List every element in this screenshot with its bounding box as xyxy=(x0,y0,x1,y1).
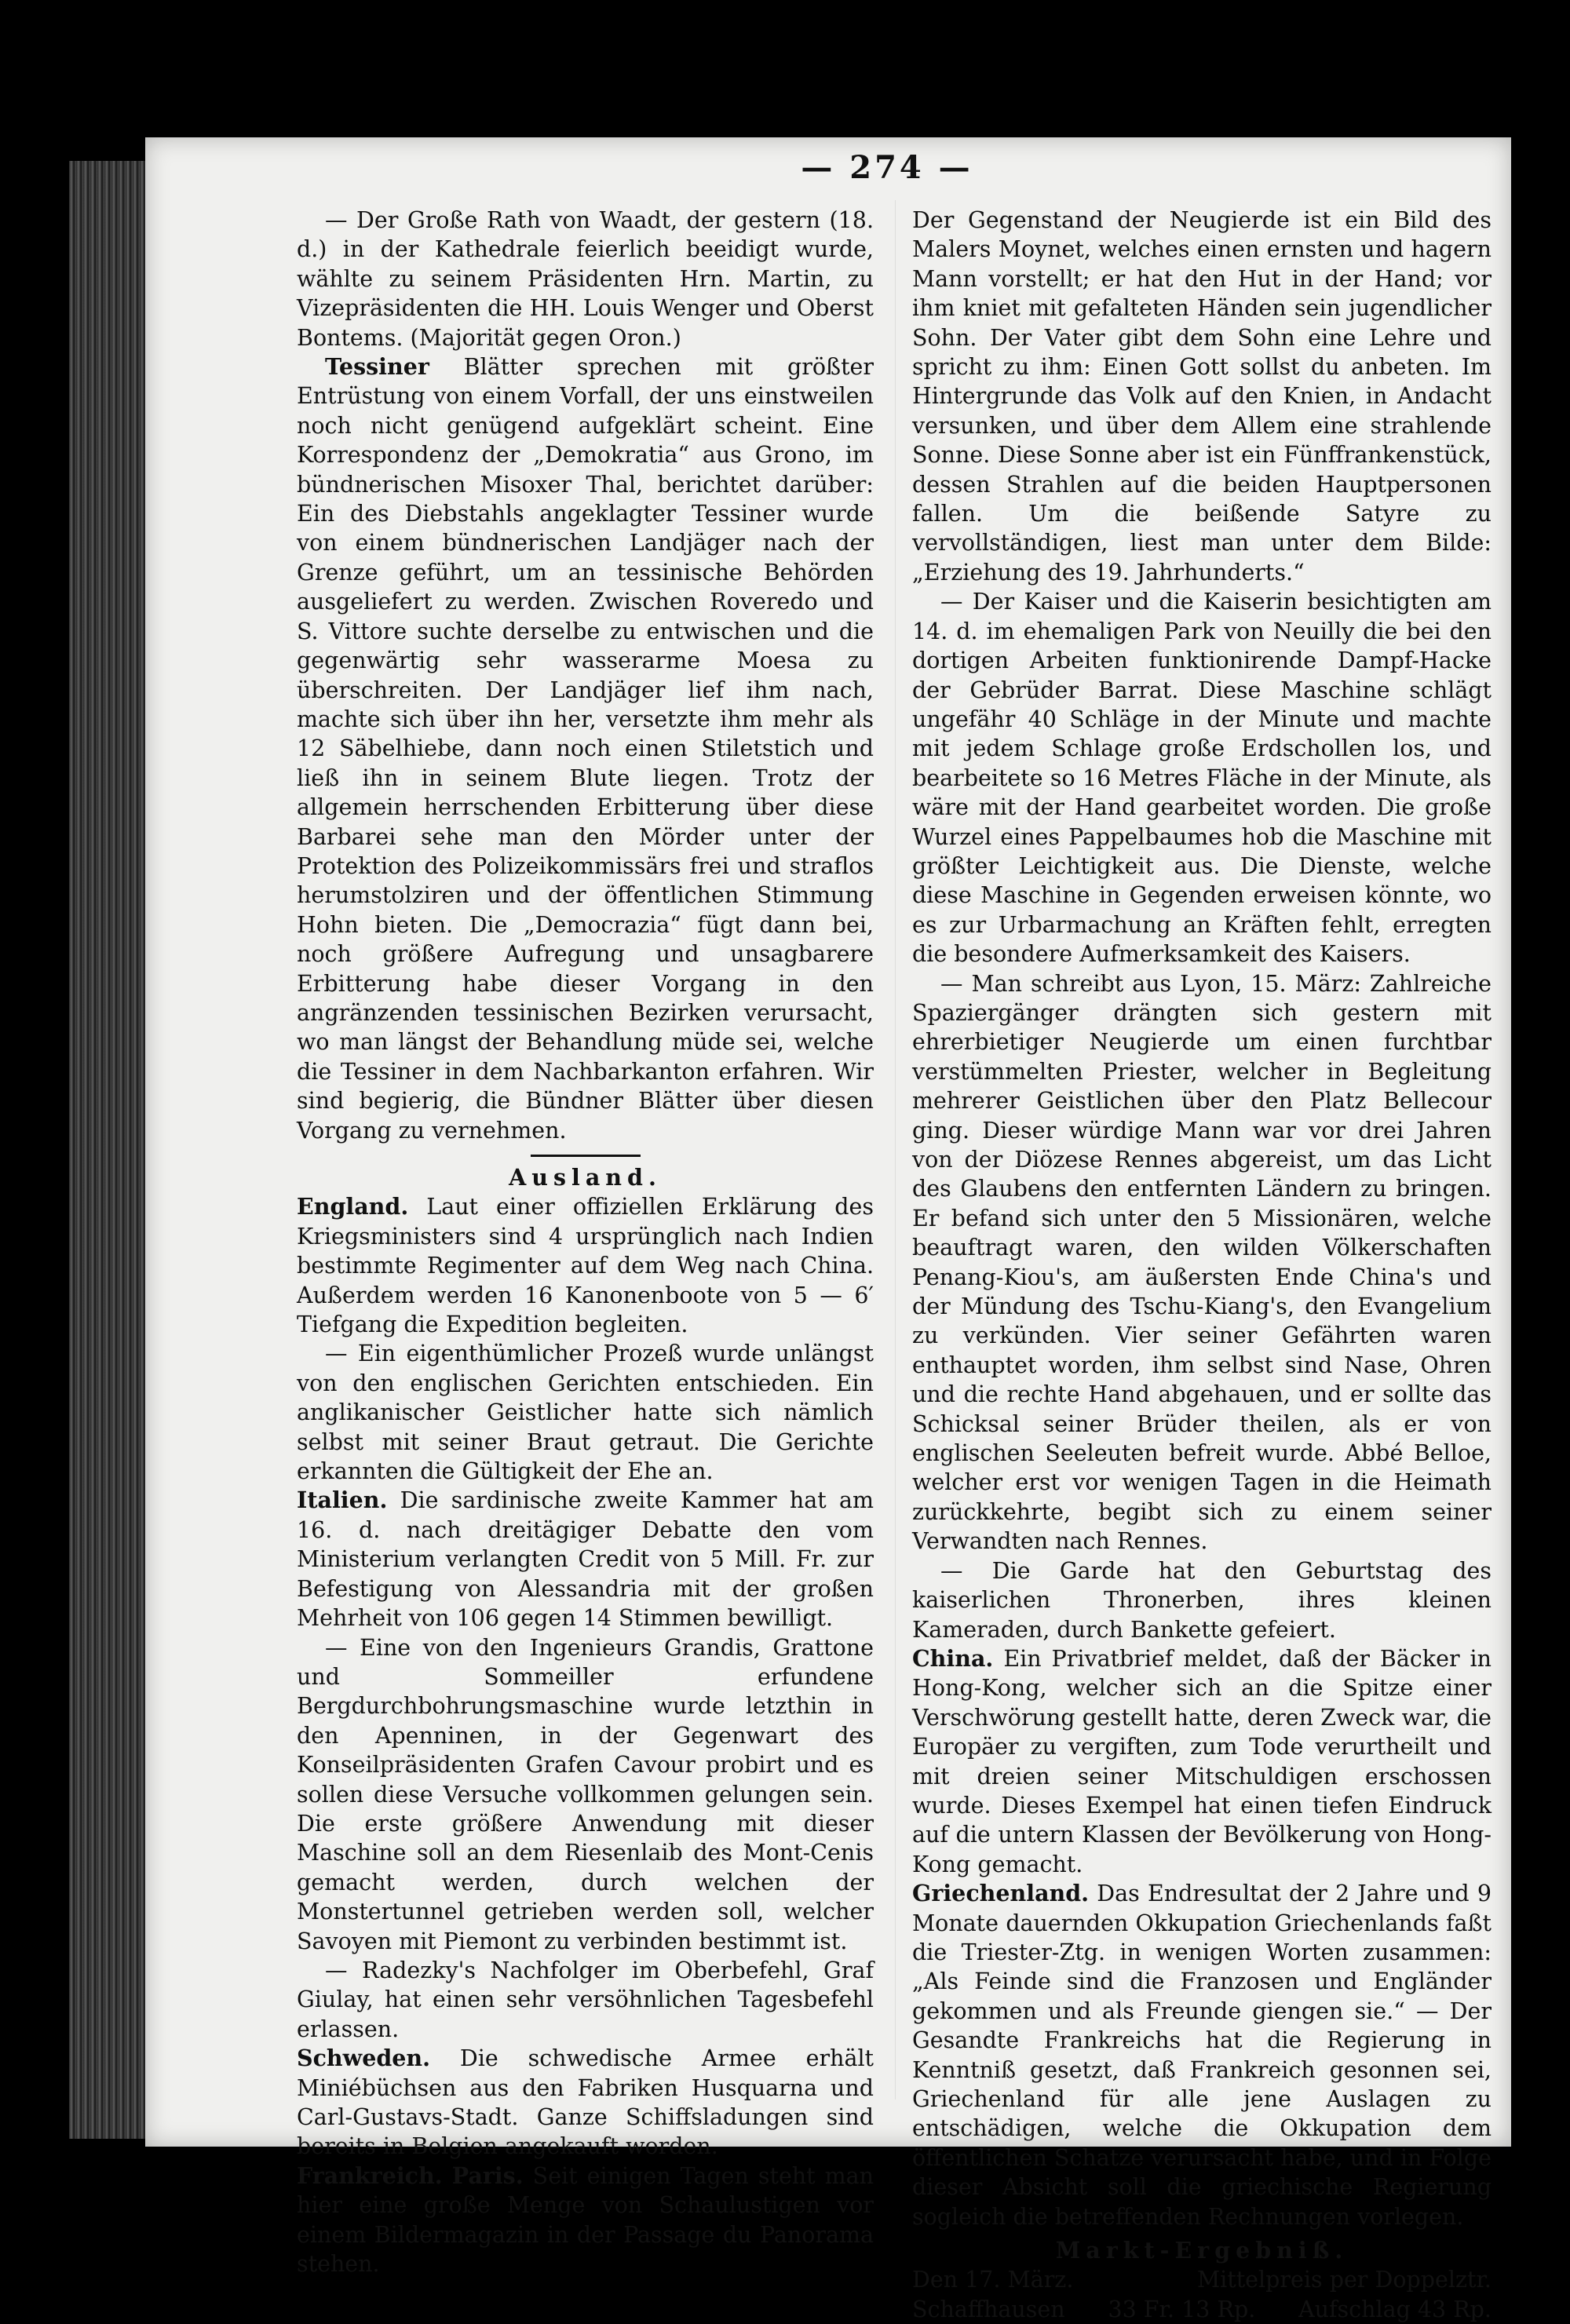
article-waadt: — Der Große Rath von Waadt, der gestern (18. d.) in der Kathedrale feierlich beeidigt wurde, wählte zu seinem Präsidenten Hrn. Martin, zu Vizepräsidenten die HH. Louis Wenger und Oberst Bontems. (Majorität gegen Oron.) xyxy=(297,207,874,351)
market-place: Schaffhausen xyxy=(912,2296,1065,2322)
heading-china: China. xyxy=(912,1644,994,1672)
book-page-edges xyxy=(69,161,148,2139)
article-lyon: — Man schreibt aus Lyon, 15. März: Zahlreiche Spaziergänger drängten sich gestern mit ehrerbietiger Neugierde um einen furchtbar verstümmelten Priester, welcher in Begleitung mehrerer Geistlichen über den Platz Bellecour ging. Dieser würdige Mann war vor drei Jahren von der Diözese Rennes abgereist, um das Licht des Glaubens den entfernten Ländern zu bringen. Er befand sich unter den 5 Missionären, welche beauftragt waren, den wilden Völkerschaften Penang-Kiou's, am äußersten Ende China's und der Mündung des Tschu-Kiang's, den Evangelium zu verkünden. Vier seiner Gefährten waren enthauptet worden, ihm selbst sind Nase, Ohren und die rechte Hand abgehauen, und er sollte das Schicksal seiner Brüder theilen, als er von englischen Seeleuten befreit wurde. Abbé Belloe, welcher erst vor wenigen Tagen in die Heimath zurückkehrte, begibt sich zu einem seiner Verwandten nach Rennes. xyxy=(912,970,1492,1555)
heading-italien: Italien. xyxy=(297,1487,388,1514)
article-griechenland-text: Das Endresultat der 2 Jahre und 9 Monate dauernden Okkupation Griechenlands faßt die Triester-Ztg. in wenigen Worten zusammen: „Als Feinde sind die Franzosen und Engländer gekommen und als Freunde giengen sie.“ — Der Gesandte Frankreichs hat die Regierung in Kenntniß gesetzt, daß Frankreich gesonnen sei, Griechenland für alle jene Auslagen zu entschädigen, welche die Okkupation dem öffentlichen Schatze verursacht habe, und in Folge dieser Absicht soll die griechische Regierung sogleich die betreffenden Rechnungen vorlegen. xyxy=(912,1881,1492,2230)
article-garde: — Die Garde hat den Geburtstag des kaiserlichen Thronerben, ihres kleinen Kameraden, durch Bankette gefeiert. xyxy=(912,1557,1492,1643)
article-tessin xyxy=(297,352,874,1145)
article-england-2: — Ein eigenthümlicher Prozeß wurde unlängst von den englischen Gerichten entschieden. Ein anglikanischer Geistlicher hatte sich nämlich selbst mit seiner Braut getraut. Die Gerichte erkannten die Gültigkeit der Ehe an. xyxy=(297,1341,874,1485)
article-tessin-text: Blätter sprechen mit größter Entrüstung von einem Vorfall, der uns einstweilen noch nicht genügend aufgeklärt scheint. Eine Korrespondenz der „Demokratia“ aus Grono, im bündnerischen Misoxer Thal, berichtet darüber: Ein des Diebstahls angeklagter Tessiner wurde von einem bündnerischen Landjäger nach der Grenze geführt, um an tessinische Behörden ausgeliefert zu werden. Zwischen Roveredo und S. Vittore suchte derselbe zu entwischen und die gegenwärtig sehr wasserarme Moesa zu überschreiten. Der Landjäger lief ihm nach, machte sich über ihn her, versetzte ihm mehr als 12 Säbelhiebe, dann noch einen Stiletstich und ließ ihn in seinem Blute liegen. Trotz der allgemein herrschenden Erbitterung über diese Barbarei sehe man den Mörder unter der Protektion des Polizeikommissärs frei und straflos herumstolziren und der öffentlichen Stimmung Hohn bieten. Die „Democrazia“ fügt dann bei, noch größere Aufregung und unsagbarere Erbitterung habe dieser Vorgang in den angränzenden tessinischen Bezirken verursacht, wo man längst der Behandlung müde sei, welche die Tessiner in dem Nachbarkanton erfahren. Wir sind begierig, die Bündner Blätter über diesen Vorgang zu vernehmen. xyxy=(297,354,874,1144)
left-column xyxy=(297,206,874,2278)
market-date: Den 17. März. xyxy=(912,2267,1074,2293)
dateline-paris: Paris. xyxy=(451,2162,524,2189)
market-price-row xyxy=(912,2295,1492,2324)
heading-frankreich: Frankreich. xyxy=(297,2162,443,2189)
article-schweden-text: Die schwedische Armee erhält Miniébüchsen aus den Fabriken Husquarna und Carl-Gustavs-Stadt. Ganze Schiffsladungen sind bereits in Belgien angekauft worden. xyxy=(297,2045,874,2160)
heading-schweden: Schweden. xyxy=(297,2045,431,2072)
market-price: 33 Fr. 13 Rp. xyxy=(1108,2296,1256,2322)
heading-griechenland: Griechenland. xyxy=(912,1880,1090,1907)
article-england xyxy=(297,1192,874,1339)
article-england-text: Laut einer offiziellen Erklärung des Kriegsministers sind 4 ursprünglich nach Indien bestimmte Regimenter auf dem Weg nach China. Außerdem werden 16 Kanonenboote von 5 — 6′ Tiefgang die Expedition begleiten. xyxy=(297,1194,874,1338)
market-change: Aufschlag 43 Rp. xyxy=(1298,2296,1492,2322)
article-schweden xyxy=(297,2044,874,2162)
article-china-text: Ein Privatbrief meldet, daß der Bäcker in Hong-Kong, welcher sich an die Spitze einer Verschwörung gestellt hatte, deren Zweck war, die Europäer zu vergiften, zum Tode verurtheilt und mit dreien seiner Mitschuldigen erschossen wurde. Dieses Exempel hat einen tiefen Eindruck auf die untern Klassen der Bevölkerung von Hong-Kong gemacht. xyxy=(912,1645,1492,1877)
right-column xyxy=(912,206,1492,2324)
market-header-row xyxy=(912,2265,1492,2294)
market-label: Mittelpreis per Doppelztr. xyxy=(1196,2267,1492,2293)
article-italien-2: — Eine von den Ingenieurs Grandis, Grattone und Sommeiller erfundene Bergdurchbohrungsmaschine wurde letzthin in den Apenninen, in der Gegenwart des Konseilpräsidenten Grafen Cavour probirt und es sollen diese Versuche vollkommen gelungen sein. Die erste größere Anwendung mit dieser Maschine soll an dem Riesenlaib des Mont-Cenis gemacht werden, durch welchen der Monstertunnel getrieben werden soll, welcher Savoyen mit Piemont zu verbinden bestimmt ist. xyxy=(297,1634,874,1954)
article-frankreich-text: Seit einigen Tagen steht man hier eine große Menge von Schaulustigen vor einem Bildermagazin in der Passage du Panorama stehen. xyxy=(297,2162,874,2278)
page-number: — 274 — xyxy=(801,149,973,186)
section-title-ausland: Ausland. xyxy=(509,1164,662,1191)
column-divider xyxy=(895,200,896,2100)
heading-england: England. xyxy=(297,1193,409,1220)
article-italien xyxy=(297,1486,874,1633)
article-italien-text: Die sardinische zweite Kammer hat am 16. d. nach dreitägiger Debatte den vom Ministerium verlangten Credit von 5 Mill. Fr. zur Befestigung von Alessandria mit der großen Mehrheit von 106 gegen 14 Stimmen bewilligt. xyxy=(297,1487,874,1632)
article-kaiser: — Der Kaiser und die Kaiserin besichtigten am 14. d. im ehemaligen Park von Neuilly die bei den dortigen Arbeiten funktionirende Dampf-Hacke der Gebrüder Barrat. Diese Maschine schlägt ungefähr 40 Schläge in der Minute und machte mit jedem Schlage große Erdschollen los, und bearbeitete so 16 Metres Fläche in der Minute, als wäre mit der Hand gearbeitet worden. Die große Wurzel eines Pappelbaumes hob die Maschine mit größter Leichtigkeit aus. Die Dienste, welche diese Maschine in Gegenden erweisen könnte, wo es zur Urbarmachung an Kräften fehlt, erregten die besondere Aufmerksamkeit des Kaisers. xyxy=(912,589,1492,968)
article-frankreich xyxy=(297,2162,874,2279)
article-griechenland xyxy=(912,1879,1492,2231)
article-china xyxy=(912,1644,1492,1879)
article-italien-3: — Radezky's Nachfolger im Oberbefehl, Graf Giulay, hat einen sehr versöhnlichen Tagesbefehl erlassen. xyxy=(297,1957,874,2042)
article-tessin-heading: Tessiner xyxy=(325,353,429,381)
article-frankreich-cont: Der Gegenstand der Neugierde ist ein Bild des Malers Moynet, welches einen ernsten und hagern Mann vorstellt; er hat den Hut in der Hand; vor ihm kniet mit gefalteten Händen sein jugendlicher Sohn. Der Vater gibt dem Sohn eine Lehre und spricht zu ihm: Einen Gott sollst du anbeten. Im Hintergrunde das Volk auf den Knien, in Andacht versunken, und über dem Allem eine strahlende Sonne. Diese Sonne aber ist ein Fünffrankenstück, dessen Strahlen auf die beiden Hauptpersonen fallen. Um die beißende Satyre zu vervollständigen, liest man unter dem Bilde: „Erziehung des 19. Jahrhunderts.“ xyxy=(912,207,1492,586)
market-title: Markt-Ergebniß. xyxy=(1055,2237,1349,2264)
section-rule xyxy=(531,1155,641,1157)
